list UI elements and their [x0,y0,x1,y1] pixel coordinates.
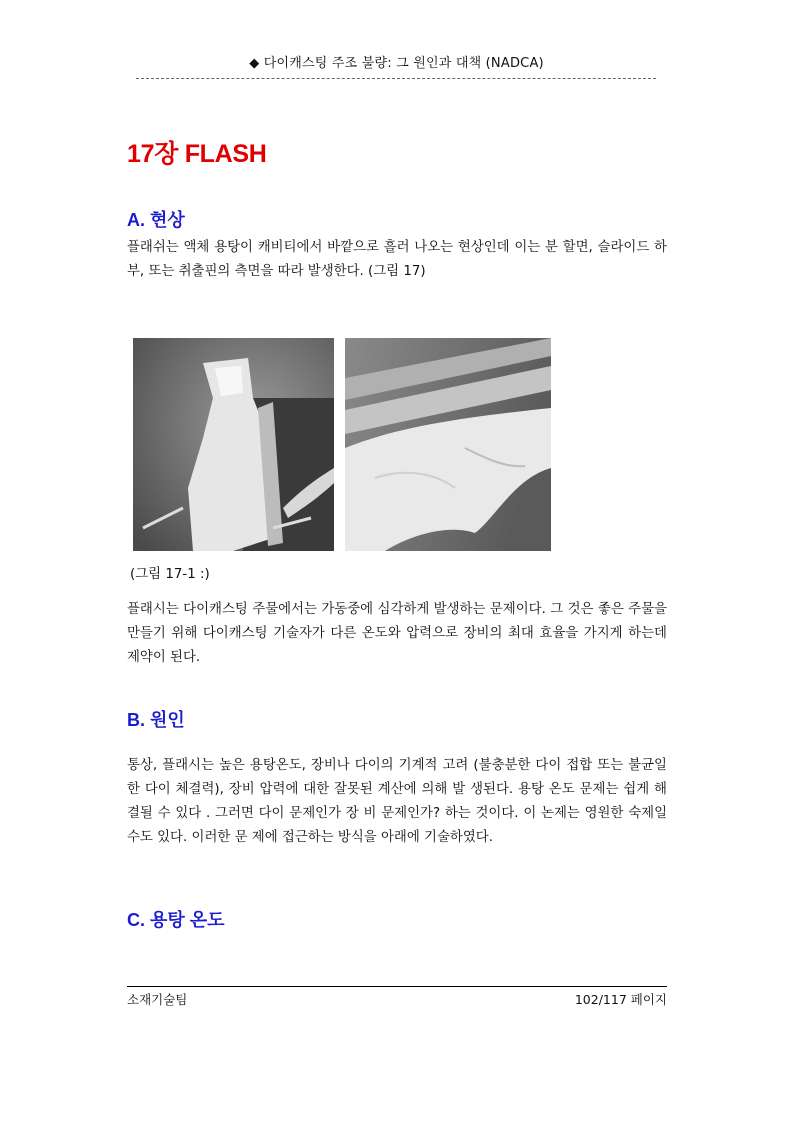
section-c-title: C. 용탕 온도 [127,910,225,930]
figure-caption: (그림 17-1 :) [130,567,210,582]
footer-page-number: 102/117 페이지 [574,992,667,1007]
page-header: ◆ 다이캐스팅 주조 불량: 그 원인과 대책 (NADCA) [249,56,544,71]
chapter-title: 17장 FLASH [127,140,267,168]
footer-team: 소재기술팀 [127,992,188,1007]
section-a-title: A. 현상 [127,210,185,230]
figure-photo-left [133,338,334,551]
section-a-body-2: 플래시는 다이캐스팅 주물에서는 가동중에 심각하게 발생하는 문제이다. 그 것은 좋은 주물을 만들기 위해 다이캐스팅 기술자가 다른 온도와 압력으로 장비의 최대 효율을 가지게 하는데 제약이 된다. [127,602,667,665]
figure-photo-right [345,338,551,551]
footer-divider [127,986,667,987]
section-b-body: 통상, 플래시는 높은 용탕온도, 장비나 다이의 기계적 고려 (불충분한 다이 접합 또는 불균일한 다이 체결력), 장비 압력에 대한 잘못된 계산에 의해 발 생된다. 용탕 온도 문제는 쉽게 해결될 수 있다 . 그러면 다이 문제인가 장 비 문제인가? 하는 것이다. 이 논제는 영원한 숙제일 수도 있다. 이러한 문 제에 접근하는 방식을 아래에 기술하였다. [127,758,667,845]
section-b-title: B. 원인 [127,710,185,730]
section-a-body: 플래쉬는 액체 용탕이 캐비티에서 바깥으로 흘러 나오는 현상인데 이는 분 할면, 슬라이드 하부, 또는 취출핀의 측면을 따라 발생한다. (그림 17) [127,240,667,279]
header-divider [136,78,656,79]
